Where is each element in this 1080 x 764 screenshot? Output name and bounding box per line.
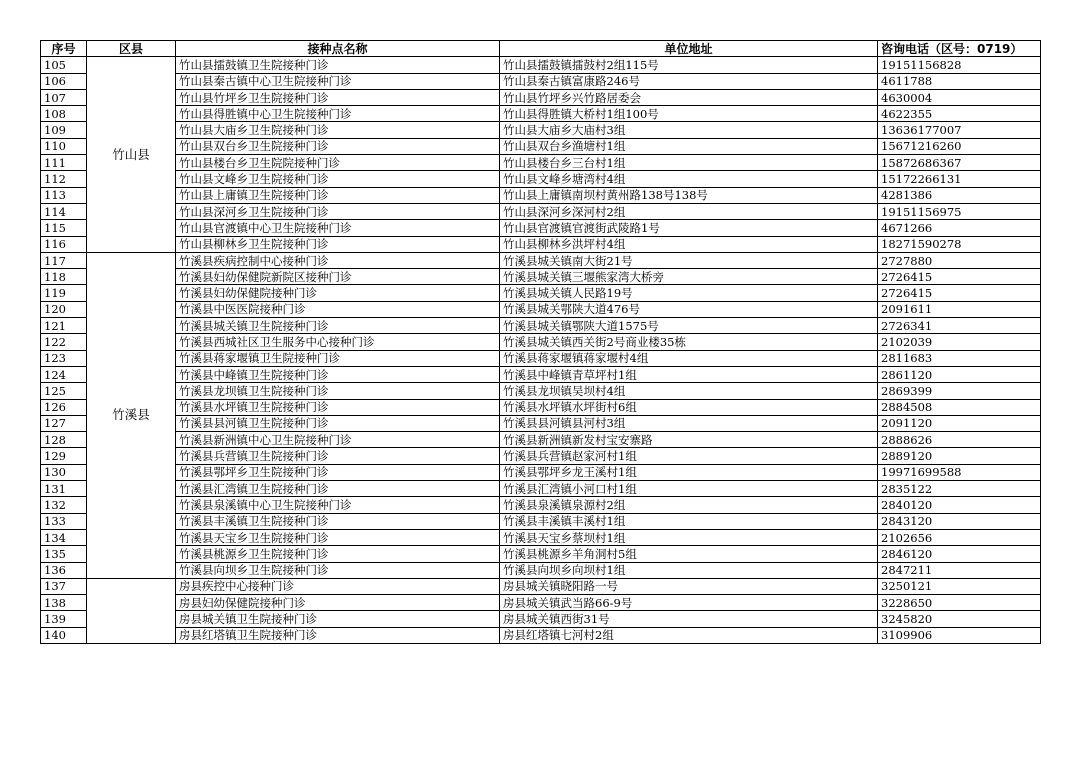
table-row	[41, 155, 1041, 171]
cell-site-name: 竹山县双台乡卫生院接种门诊	[176, 138, 500, 154]
table-row	[41, 318, 1041, 334]
cell-phone: 4622355	[878, 106, 1041, 122]
cell-address: 房县城关镇西街31号	[500, 611, 878, 627]
cell-seq: 118	[41, 269, 87, 285]
cell-site-name: 竹山县擂鼓镇卫生院接种门诊	[176, 57, 500, 73]
table-row	[41, 171, 1041, 187]
cell-seq: 107	[41, 89, 87, 105]
table-row	[41, 562, 1041, 578]
cell-phone: 2091120	[878, 415, 1041, 431]
cell-phone: 4281386	[878, 187, 1041, 203]
cell-phone: 2846120	[878, 546, 1041, 562]
cell-site-name: 竹山县秦古镇中心卫生院接种门诊	[176, 73, 500, 89]
cell-seq: 135	[41, 546, 87, 562]
cell-site-name: 房县城关镇卫生院接种门诊	[176, 611, 500, 627]
header-seq: 序号	[41, 41, 87, 57]
cell-seq: 116	[41, 236, 87, 252]
cell-seq: 125	[41, 383, 87, 399]
cell-site-name: 竹山县官渡镇中心卫生院接种门诊	[176, 220, 500, 236]
cell-phone: 4630004	[878, 89, 1041, 105]
cell-site-name: 房县红塔镇卫生院接种门诊	[176, 627, 500, 643]
cell-site-name: 竹溪县向坝乡卫生院接种门诊	[176, 562, 500, 578]
cell-phone: 3109906	[878, 627, 1041, 643]
cell-phone: 15671216260	[878, 138, 1041, 154]
cell-county: 竹山县	[87, 57, 176, 253]
cell-site-name: 竹山县竹坪乡卫生院接种门诊	[176, 89, 500, 105]
cell-address: 竹山县秦古镇富康路246号	[500, 73, 878, 89]
cell-site-name: 竹溪县泉溪镇中心卫生院接种门诊	[176, 497, 500, 513]
cell-site-name: 竹溪县县河镇卫生院接种门诊	[176, 415, 500, 431]
cell-address: 竹溪县城关镇鄂陕大道1575号	[500, 318, 878, 334]
cell-address: 竹溪县向坝乡向坝村1组	[500, 562, 878, 578]
cell-phone: 2726415	[878, 285, 1041, 301]
table-row	[41, 236, 1041, 252]
cell-seq: 109	[41, 122, 87, 138]
table-body	[41, 57, 1041, 644]
table-row	[41, 301, 1041, 317]
cell-seq: 115	[41, 220, 87, 236]
table-row	[41, 187, 1041, 203]
cell-phone: 2726341	[878, 318, 1041, 334]
table-row	[41, 334, 1041, 350]
cell-address: 竹溪县中峰镇青草坪村1组	[500, 366, 878, 382]
cell-address: 竹溪县鄂坪乡龙王溪村1组	[500, 464, 878, 480]
table-row	[41, 383, 1041, 399]
cell-address: 竹山县楼台乡三台村1组	[500, 155, 878, 171]
header-address: 单位地址	[500, 41, 878, 57]
cell-site-name: 竹溪县妇幼保健院新院区接种门诊	[176, 269, 500, 285]
cell-phone: 2840120	[878, 497, 1041, 513]
cell-site-name: 竹溪县新洲镇中心卫生院接种门诊	[176, 432, 500, 448]
cell-phone: 2888626	[878, 432, 1041, 448]
cell-address: 竹溪县丰溪镇丰溪村1组	[500, 513, 878, 529]
table-row	[41, 432, 1041, 448]
cell-address: 竹溪县城关镇人民路19号	[500, 285, 878, 301]
table-row	[41, 529, 1041, 545]
cell-seq: 119	[41, 285, 87, 301]
cell-phone: 2102039	[878, 334, 1041, 350]
cell-site-name: 竹山县得胜镇中心卫生院接种门诊	[176, 106, 500, 122]
cell-phone: 2835122	[878, 481, 1041, 497]
cell-seq: 131	[41, 481, 87, 497]
cell-seq: 113	[41, 187, 87, 203]
cell-seq: 111	[41, 155, 87, 171]
cell-phone: 13636177007	[878, 122, 1041, 138]
cell-address: 竹溪县桃源乡羊角洞村5组	[500, 546, 878, 562]
cell-address: 房县红塔镇七河村2组	[500, 627, 878, 643]
cell-phone: 15172266131	[878, 171, 1041, 187]
cell-site-name: 竹溪县丰溪镇卫生院接种门诊	[176, 513, 500, 529]
cell-address: 房县城关镇武当路66-9号	[500, 595, 878, 611]
cell-seq: 121	[41, 318, 87, 334]
cell-seq: 120	[41, 301, 87, 317]
table-row	[41, 464, 1041, 480]
cell-phone: 2869399	[878, 383, 1041, 399]
cell-site-name: 竹溪县中峰镇卫生院接种门诊	[176, 366, 500, 382]
cell-seq: 112	[41, 171, 87, 187]
cell-seq: 123	[41, 350, 87, 366]
cell-phone: 3245820	[878, 611, 1041, 627]
table-row	[41, 497, 1041, 513]
cell-seq: 126	[41, 399, 87, 415]
cell-address: 竹溪县城关镇三堰熊家湾大桥旁	[500, 269, 878, 285]
cell-site-name: 房县疾控中心接种门诊	[176, 578, 500, 594]
cell-phone: 2889120	[878, 448, 1041, 464]
table-row	[41, 595, 1041, 611]
cell-address: 竹山县大庙乡大庙村3组	[500, 122, 878, 138]
cell-phone: 2091611	[878, 301, 1041, 317]
cell-site-name: 竹溪县龙坝镇卫生院接种门诊	[176, 383, 500, 399]
table-row	[41, 415, 1041, 431]
cell-address: 竹山县文峰乡塘湾村4组	[500, 171, 878, 187]
cell-site-name: 竹山县大庙乡卫生院接种门诊	[176, 122, 500, 138]
cell-phone: 2727880	[878, 252, 1041, 268]
cell-seq: 136	[41, 562, 87, 578]
table-row	[41, 350, 1041, 366]
cell-phone: 19971699588	[878, 464, 1041, 480]
cell-county	[87, 578, 176, 643]
header-phone: 咨询电话（区号：0719）	[878, 41, 1041, 57]
cell-phone: 3228650	[878, 595, 1041, 611]
table-row	[41, 89, 1041, 105]
cell-seq: 110	[41, 138, 87, 154]
cell-seq: 114	[41, 203, 87, 219]
cell-site-name: 竹溪县中医医院接种门诊	[176, 301, 500, 317]
cell-county: 竹溪县	[87, 252, 176, 578]
cell-address: 竹山县深河乡深河村2组	[500, 203, 878, 219]
header-county: 区县	[87, 41, 176, 57]
table-row	[41, 448, 1041, 464]
cell-address: 竹溪县县河镇县河村3组	[500, 415, 878, 431]
table-row	[41, 106, 1041, 122]
table-row	[41, 366, 1041, 382]
cell-phone: 4611788	[878, 73, 1041, 89]
cell-site-name: 竹溪县鄂坪乡卫生院接种门诊	[176, 464, 500, 480]
cell-phone: 19151156975	[878, 203, 1041, 219]
cell-address: 竹溪县新洲镇新发村宝安寨路	[500, 432, 878, 448]
cell-seq: 122	[41, 334, 87, 350]
cell-site-name: 竹溪县蒋家堰镇卫生院接种门诊	[176, 350, 500, 366]
cell-address: 竹溪县水坪镇水坪街村6组	[500, 399, 878, 415]
cell-site-name: 竹山县柳林乡卫生院接种门诊	[176, 236, 500, 252]
cell-address: 竹溪县兵营镇赵家河村1组	[500, 448, 878, 464]
cell-address: 竹山县柳林乡洪坪村4组	[500, 236, 878, 252]
table-row	[41, 481, 1041, 497]
header-row	[41, 41, 1041, 57]
cell-address: 竹溪县天宝乡蔡坝村1组	[500, 529, 878, 545]
cell-site-name: 房县妇幼保健院接种门诊	[176, 595, 500, 611]
cell-phone: 2884508	[878, 399, 1041, 415]
cell-site-name: 竹溪县兵营镇卫生院接种门诊	[176, 448, 500, 464]
cell-seq: 128	[41, 432, 87, 448]
table-row	[41, 285, 1041, 301]
cell-seq: 130	[41, 464, 87, 480]
cell-address: 竹溪县城关鄂陕大道476号	[500, 301, 878, 317]
cell-site-name: 竹山县上庸镇卫生院接种门诊	[176, 187, 500, 203]
table-row	[41, 513, 1041, 529]
cell-site-name: 竹溪县妇幼保健院接种门诊	[176, 285, 500, 301]
table-row	[41, 252, 1041, 268]
cell-seq: 106	[41, 73, 87, 89]
cell-phone: 2847211	[878, 562, 1041, 578]
cell-seq: 133	[41, 513, 87, 529]
cell-phone: 2726415	[878, 269, 1041, 285]
cell-site-name: 竹溪县疾病控制中心接种门诊	[176, 252, 500, 268]
cell-address: 竹溪县泉溪镇泉源村2组	[500, 497, 878, 513]
table-row	[41, 220, 1041, 236]
cell-site-name: 竹山县文峰乡卫生院接种门诊	[176, 171, 500, 187]
cell-phone: 18271590278	[878, 236, 1041, 252]
cell-phone: 3250121	[878, 578, 1041, 594]
cell-address: 竹溪县城关镇南大街21号	[500, 252, 878, 268]
cell-address: 竹山县得胜镇大桥村1组100号	[500, 106, 878, 122]
cell-address: 竹山县擂鼓镇擂鼓村2组115号	[500, 57, 878, 73]
cell-address: 竹溪县汇湾镇小河口村1组	[500, 481, 878, 497]
cell-address: 房县城关镇晓阳路一号	[500, 578, 878, 594]
cell-phone: 15872686367	[878, 155, 1041, 171]
table-row	[41, 203, 1041, 219]
cell-site-name: 竹溪县桃源乡卫生院接种门诊	[176, 546, 500, 562]
cell-seq: 129	[41, 448, 87, 464]
vaccination-sites-table	[40, 40, 1041, 644]
cell-address: 竹山县竹坪乡兴竹路居委会	[500, 89, 878, 105]
cell-site-name: 竹溪县西城社区卫生服务中心接种门诊	[176, 334, 500, 350]
cell-site-name: 竹山县楼台乡卫生院院接种门诊	[176, 155, 500, 171]
cell-site-name: 竹溪县天宝乡卫生院接种门诊	[176, 529, 500, 545]
cell-seq: 139	[41, 611, 87, 627]
cell-address: 竹溪县蒋家堰镇蒋家堰村4组	[500, 350, 878, 366]
cell-address: 竹溪县龙坝镇吴坝村4组	[500, 383, 878, 399]
table-row	[41, 269, 1041, 285]
cell-address: 竹山县上庸镇南坝村黄州路138号138号	[500, 187, 878, 203]
cell-site-name: 竹溪县水坪镇卫生院接种门诊	[176, 399, 500, 415]
cell-address: 竹山县双台乡渔塘村1组	[500, 138, 878, 154]
cell-site-name: 竹山县深河乡卫生院接种门诊	[176, 203, 500, 219]
table-row	[41, 578, 1041, 594]
table-row	[41, 546, 1041, 562]
cell-address: 竹山县官渡镇官渡街武陵路1号	[500, 220, 878, 236]
table-row	[41, 611, 1041, 627]
cell-phone: 2861120	[878, 366, 1041, 382]
cell-seq: 140	[41, 627, 87, 643]
cell-seq: 108	[41, 106, 87, 122]
header-site-name: 接种点名称	[176, 41, 500, 57]
table-row	[41, 627, 1041, 643]
cell-seq: 127	[41, 415, 87, 431]
cell-phone: 2102656	[878, 529, 1041, 545]
cell-address: 竹溪县城关镇西关街2号商业楼35栋	[500, 334, 878, 350]
cell-phone: 2843120	[878, 513, 1041, 529]
cell-seq: 138	[41, 595, 87, 611]
table-row	[41, 73, 1041, 89]
table-row	[41, 57, 1041, 73]
cell-seq: 134	[41, 529, 87, 545]
cell-seq: 124	[41, 366, 87, 382]
cell-phone: 2811683	[878, 350, 1041, 366]
cell-site-name: 竹溪县城关镇卫生院接种门诊	[176, 318, 500, 334]
cell-phone: 19151156828	[878, 57, 1041, 73]
cell-seq: 137	[41, 578, 87, 594]
table-row	[41, 122, 1041, 138]
cell-seq: 117	[41, 252, 87, 268]
table-row	[41, 138, 1041, 154]
table-row	[41, 399, 1041, 415]
cell-seq: 132	[41, 497, 87, 513]
cell-phone: 4671266	[878, 220, 1041, 236]
cell-seq: 105	[41, 57, 87, 73]
cell-site-name: 竹溪县汇湾镇卫生院接种门诊	[176, 481, 500, 497]
